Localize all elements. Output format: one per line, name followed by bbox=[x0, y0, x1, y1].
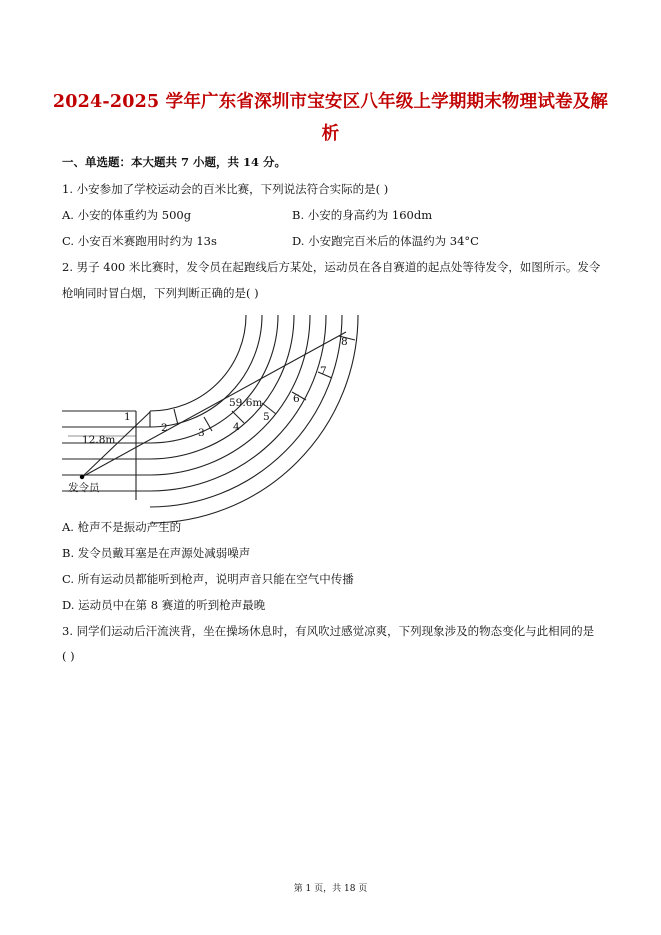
distance-long-label: 59.6m bbox=[229, 397, 263, 409]
lane-label-8: 8 bbox=[341, 336, 348, 348]
lane-label-6: 6 bbox=[293, 393, 300, 405]
q2-option-a: A. 枪声不是振动产生的 bbox=[62, 520, 182, 534]
q3-stem-line-2: ( ) bbox=[62, 649, 75, 663]
section-heading: 一、单选题：本大题共 7 小题，共 14 分。 bbox=[62, 155, 287, 169]
q1-option-b: B. 小安的身高约为 160dm bbox=[292, 208, 433, 222]
lane-label-1: 1 bbox=[124, 411, 131, 423]
q2-option-c: C. 所有运动员都能听到枪声，说明声音只能在空气中传播 bbox=[62, 572, 354, 586]
lane-label-2: 2 bbox=[161, 422, 168, 434]
q1-option-c: C. 小安百米赛跑用时约为 13s bbox=[62, 234, 217, 248]
q2-option-d: D. 运动员中在第 8 赛道的听到枪声最晚 bbox=[62, 598, 266, 612]
q3-stem-line-1: 3. 同学们运动后汗流浃背，坐在操场休息时，有风吹过感觉凉爽，下列现象涉及的物态变化与此相同的是 bbox=[62, 624, 595, 638]
starter-label: 发令员 bbox=[68, 482, 100, 494]
q1-option-d: D. 小安跑完百米后的体温约为 34°C bbox=[292, 234, 479, 248]
title-line-1: 2024-2025 学年广东省深圳市宝安区八年级上学期期末物理试卷及解 bbox=[52, 92, 609, 112]
q2-stem-line-2: 枪响同时冒白烟，下列判断正确的是( ) bbox=[62, 286, 259, 300]
distance-short-label: 12.8m bbox=[82, 434, 116, 446]
lane-label-7: 7 bbox=[320, 365, 327, 377]
title-line-2: 析 bbox=[321, 124, 340, 144]
starter-dot bbox=[80, 475, 84, 479]
q1-option-a: A. 小安的体重约为 500g bbox=[62, 208, 192, 222]
q2-option-b: B. 发令员戴耳塞是在声源处减弱噪声 bbox=[62, 546, 251, 560]
lane-label-4: 4 bbox=[233, 421, 240, 433]
lane-label-3: 3 bbox=[198, 427, 205, 439]
q1-stem: 1. 小安参加了学校运动会的百米比赛，下列说法符合实际的是( ) bbox=[62, 182, 389, 196]
page-footer: 第 1 页，共 18 页 bbox=[293, 884, 368, 894]
lane-label-5: 5 bbox=[263, 411, 270, 423]
q2-stem-line-1: 2. 男子 400 米比赛时，发令员在起跑线后方某处，运动员在各自赛道的起点处等待发令，如图所示。发令 bbox=[62, 260, 601, 274]
